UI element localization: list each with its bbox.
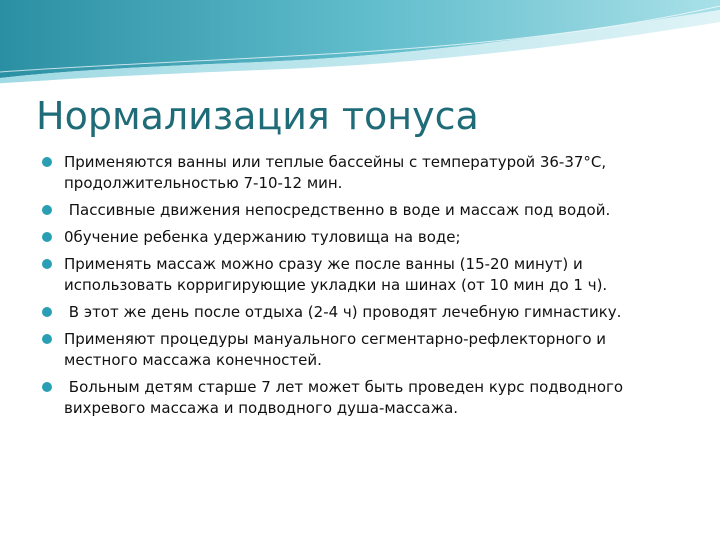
bullet-text: Применяются ванны или теплые бассейны с температурой 36-37°С, продолжительностью 7-10-12 мин.	[64, 153, 611, 192]
bullet-item	[40, 152, 680, 194]
bullet-text: Пассивные движения непосредственно в воде и массаж под водой.	[64, 201, 611, 219]
bullet-item	[40, 200, 680, 221]
bullet-text: 0бучение ребенка удержанию туловища на воде;	[64, 228, 461, 246]
bullet-text: Больным детям старше 7 лет может быть проведен курс подводного вихревого массажа и подводного душа-массажа.	[64, 378, 628, 417]
bullet-item	[40, 227, 680, 248]
bullet-dot-icon	[42, 382, 52, 392]
bullet-item	[40, 377, 680, 419]
bullet-dot-icon	[42, 232, 52, 242]
bullet-dot-icon	[42, 205, 52, 215]
slide-title: Нормализация тонуса	[36, 94, 479, 138]
bullet-item	[40, 329, 680, 371]
bullet-dot-icon	[42, 157, 52, 167]
bullet-item	[40, 254, 680, 296]
bullet-text: Применяют процедуры мануального сегментарно-рефлекторного и местного массажа конечностей.	[64, 330, 611, 369]
bullet-text: В этот же день после отдыха (2-4 ч) проводят лечебную гимнастику.	[64, 303, 622, 321]
bullet-dot-icon	[42, 334, 52, 344]
bullet-item	[40, 302, 680, 323]
header-wave-decoration	[0, 0, 720, 90]
bullet-dot-icon	[42, 259, 52, 269]
bullet-text: Применять массаж можно сразу же после ванны (15-20 минут) и использовать корригирующие укладки на шинах (от 10 мин до 1 ч).	[64, 255, 608, 294]
bullet-dot-icon	[42, 307, 52, 317]
bullet-list	[40, 152, 680, 425]
